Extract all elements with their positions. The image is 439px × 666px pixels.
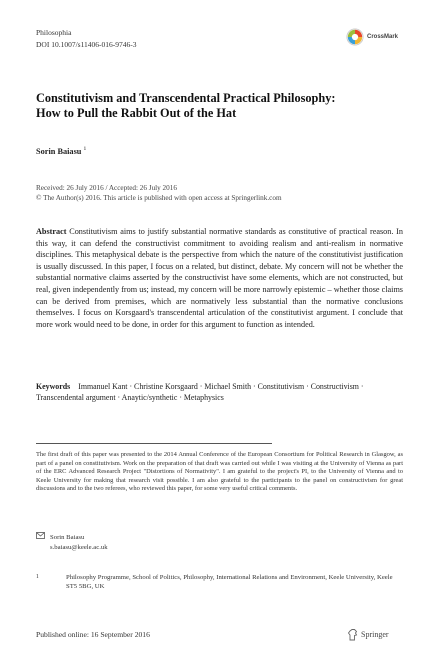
published-online: Published online: 16 September 2016 xyxy=(36,630,150,639)
abstract-label: Abstract xyxy=(36,227,67,236)
envelope-icon xyxy=(36,532,46,543)
correspondence-name: Sorin Baiasu xyxy=(50,534,85,541)
article-dates xyxy=(36,183,282,203)
affiliation xyxy=(36,573,403,591)
received-accepted: Received: 26 July 2016 / Accepted: 26 July 2016 xyxy=(36,184,177,192)
correspondence-email[interactable]: s.baiasu@keele.ac.uk xyxy=(50,543,108,551)
springer-logo[interactable] xyxy=(347,628,389,641)
springer-label: Springer xyxy=(361,630,389,639)
keywords xyxy=(36,381,403,404)
keywords-label: Keywords xyxy=(36,382,71,391)
correspondence xyxy=(36,532,108,552)
acknowledgement-footnote: The first draft of this paper was presented to the 2014 Annual Conference of the European Consortium for Political Research in Glasgow, as part of a panel on constitutivism. Work on the preparation of that draft was carried out while I was visiting at the University of Vienna as part of the ERC Advanced Research Project "Distortions of Normativity". I am grateful to the project's PI, to the University of Vienna and to Keele University for making that research visit possible. I am also grateful to the participants to the panel on constructivism for great discussions and to the two referees, who reviewed this paper, for some very useful critical comments. xyxy=(36,451,403,493)
affiliation-number: 1 xyxy=(36,574,39,580)
title-line-2: How to Pull the Rabbit Out of the Hat xyxy=(36,106,237,120)
doi-link[interactable]: DOI 10.1007/s11406-016-9746-3 xyxy=(36,40,137,49)
footnote-divider xyxy=(36,443,272,444)
springer-horse-icon xyxy=(347,628,358,641)
author-name[interactable]: Sorin Baiasu xyxy=(36,146,82,156)
license-notice: © The Author(s) 2016. This article is published with open access at Springerlink.com xyxy=(36,194,282,202)
keywords-text: Immanuel Kant · Christine Korsgaard · Michael Smith · Constitutivism · Constructivism · Transcendental argument · Anaytic/synthetic · Metaphysics xyxy=(36,382,364,403)
affiliation-text: Philosophy Programme, School of Politics, Philosophy, International Relations and Environment, Keele University, Keele ST5 5BG, UK xyxy=(66,574,393,591)
abstract-text: Constitutivism aims to justify substantial normative standards as constitutive of practical reason. In this way, it can defend the constructivist commitment to avoiding realism and anti-realism in normative disciplines. This metaphysical debate is the perspective from which the nature of the constitutivist justification is usually discussed. In this paper, I focus on a related, but distinct, debate. My concern will not be whether the substantial normative claims asserted by the constructivist have some elements, which are not constructed, but real, given independently from us; instead, my concern will be more narrowly epistemic – whether those claims can be derived from premises, which are normatively less substantial than the normative conclusions themselves. I focus on Korsgaard's transcendental articulation of the constitutivist argument. I conclude that more work would need to be done, in order for this argument to function as intended. xyxy=(36,227,403,329)
title-line-1: Constitutivism and Transcendental Practical Philosophy: xyxy=(36,91,336,105)
abstract xyxy=(36,226,403,330)
author-affil-mark: 1 xyxy=(83,146,87,152)
author xyxy=(36,146,86,156)
paper-title xyxy=(36,91,406,121)
journal-name: Philosophia xyxy=(36,28,72,37)
crossmark-icon xyxy=(346,28,364,46)
crossmark-badge[interactable] xyxy=(346,26,408,48)
crossmark-label: CrossMark xyxy=(367,34,399,40)
